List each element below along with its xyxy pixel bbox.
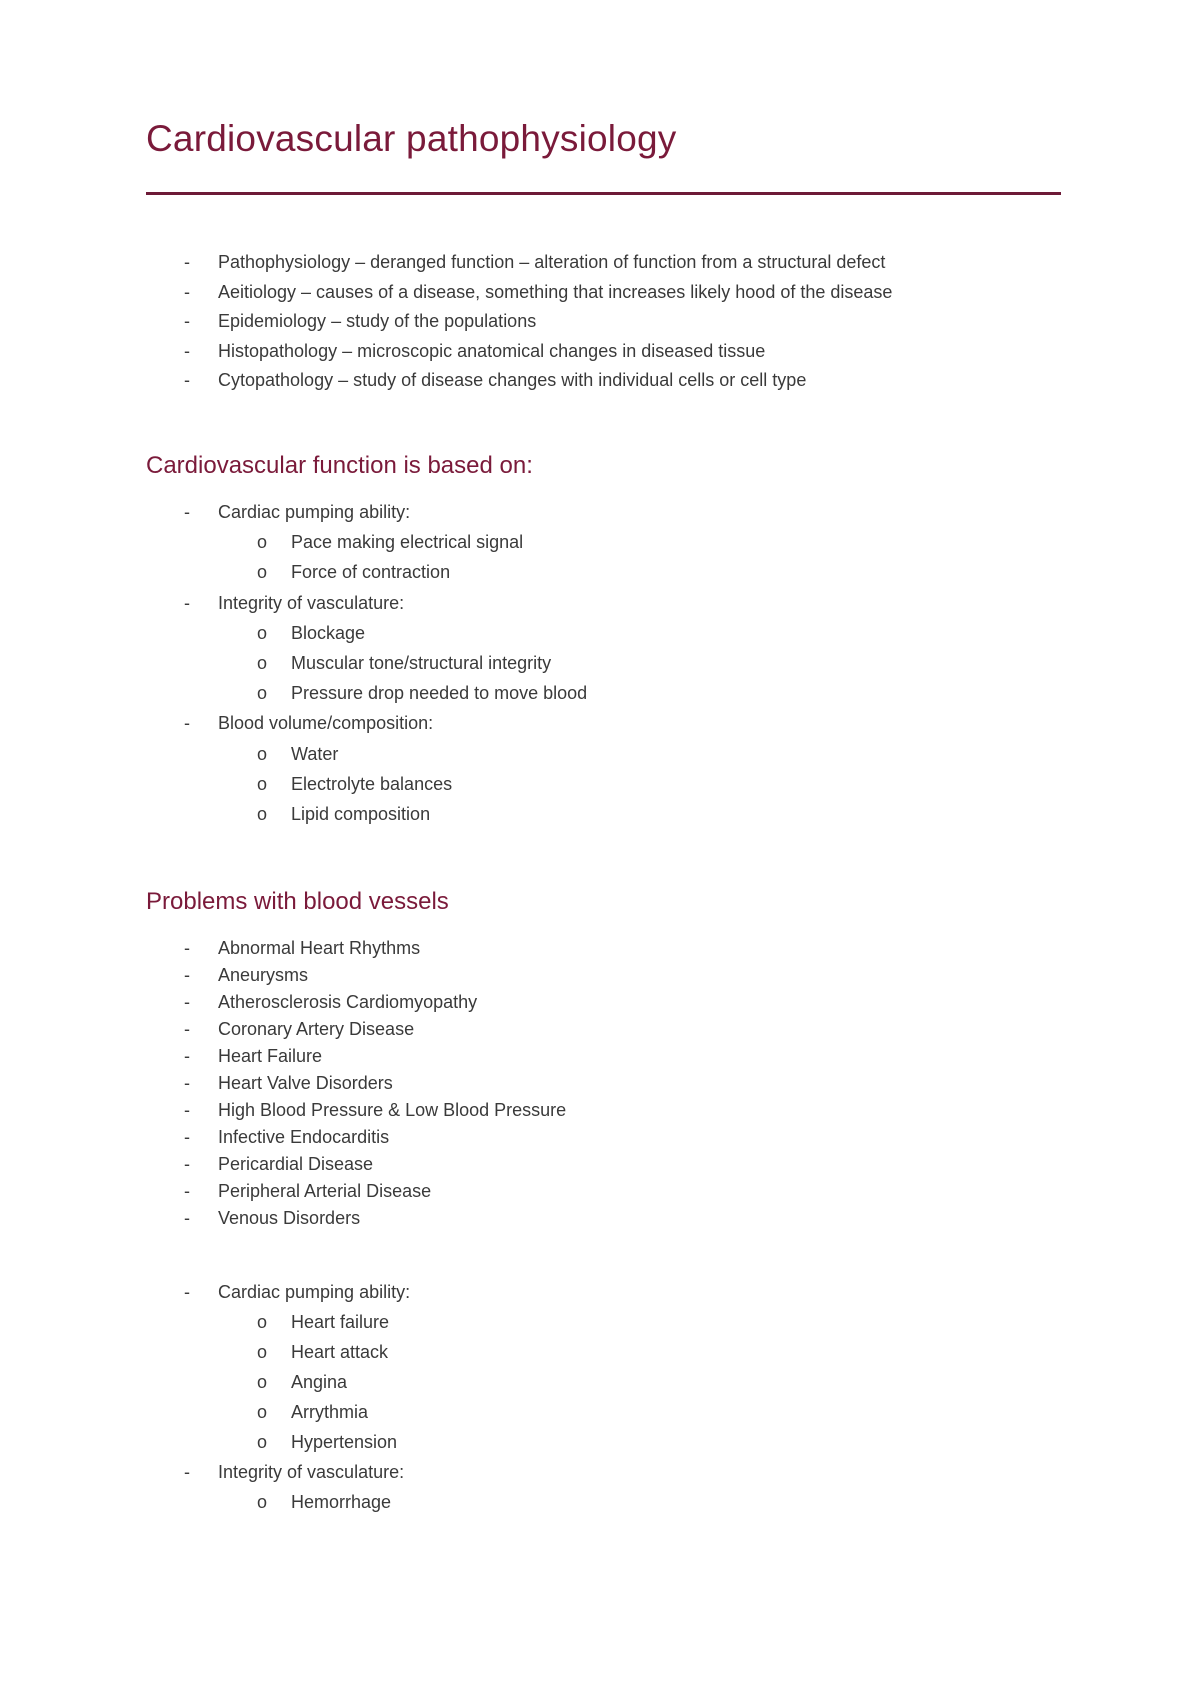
- circle-bullet-icon: o: [257, 653, 268, 673]
- list-item-text: Abnormal Heart Rhythms: [218, 938, 421, 958]
- dash-bullet-icon: -: [184, 1208, 190, 1228]
- dash-bullet-icon: -: [184, 1181, 190, 1201]
- list-item-text: Arrythmia: [291, 1402, 369, 1422]
- list-item: [146, 1208, 1066, 1235]
- list-item-text: Integrity of vasculature:: [218, 1462, 405, 1482]
- dash-bullet-icon: -: [184, 713, 190, 734]
- dash-bullet-icon: -: [184, 1462, 190, 1482]
- list-item-text: Muscular tone/structural integrity: [291, 653, 552, 673]
- sub-list-item: [146, 532, 1066, 562]
- list-item: [146, 1181, 1066, 1208]
- circle-bullet-icon: o: [257, 1432, 268, 1452]
- list-item: [146, 341, 1066, 371]
- list-item: [146, 502, 1066, 532]
- circle-bullet-icon: o: [257, 1342, 268, 1362]
- list-item-text: Heart Failure: [218, 1046, 323, 1066]
- list-item-text: Pathophysiology – deranged function – alteration of function from a structural defect: [218, 252, 886, 272]
- list-item-text: Pericardial Disease: [218, 1154, 374, 1174]
- dash-bullet-icon: -: [184, 1127, 190, 1147]
- dash-bullet-icon: -: [184, 965, 190, 985]
- dash-bullet-icon: -: [184, 1073, 190, 1093]
- dash-bullet-icon: -: [184, 311, 190, 332]
- list-item: [146, 992, 1066, 1019]
- list-item-text: Heart Valve Disorders: [218, 1073, 393, 1093]
- dash-bullet-icon: -: [184, 281, 190, 302]
- sub-list-item: [146, 804, 1066, 834]
- title-divider: [146, 192, 1061, 195]
- page-title: Cardiovascular pathophysiology: [146, 118, 677, 159]
- section-heading-problems: Problems with blood vessels: [146, 888, 449, 915]
- list-item-text: Pressure drop needed to move blood: [291, 683, 588, 704]
- dash-bullet-icon: -: [184, 370, 190, 391]
- sub-list-item: [146, 774, 1066, 804]
- list-item: [146, 1127, 1066, 1154]
- list-item-text: Coronary Artery Disease: [218, 1019, 415, 1039]
- list-item: [146, 965, 1066, 992]
- sub-list-item: [146, 1342, 1066, 1372]
- list-item: [146, 1019, 1066, 1046]
- list-item-text: Atherosclerosis Cardiomyopathy: [218, 992, 478, 1012]
- dash-bullet-icon: -: [184, 938, 190, 958]
- dash-bullet-icon: -: [184, 992, 190, 1012]
- circle-bullet-icon: o: [257, 804, 268, 824]
- dash-bullet-icon: -: [184, 1154, 190, 1174]
- circle-bullet-icon: o: [257, 683, 268, 704]
- sub-list-item: [146, 744, 1066, 774]
- list-item: [146, 311, 1066, 341]
- list-item-text: Integrity of vasculature:: [218, 592, 405, 613]
- dash-bullet-icon: -: [184, 340, 190, 361]
- list-item: [146, 282, 1066, 312]
- dash-bullet-icon: -: [184, 1282, 190, 1302]
- list-item: [146, 1154, 1066, 1181]
- dash-bullet-icon: -: [184, 1100, 190, 1120]
- list-item-text: Force of contraction: [291, 562, 451, 583]
- list-item-text: Epidemiology – study of the populations: [218, 311, 537, 332]
- circle-bullet-icon: o: [257, 743, 268, 764]
- sub-list-item: [146, 1312, 1066, 1342]
- list-item-text: Histopathology – microscopic anatomical changes in diseased tissue: [218, 340, 766, 361]
- list-item: [146, 1462, 1066, 1492]
- list-item: [146, 370, 1066, 400]
- circle-bullet-icon: o: [257, 562, 268, 583]
- list-item: [146, 593, 1066, 623]
- dash-bullet-icon: -: [184, 252, 190, 272]
- circle-bullet-icon: o: [257, 1312, 268, 1332]
- list-item-text: Hypertension: [291, 1432, 398, 1452]
- sub-list-item: [146, 562, 1066, 592]
- list-item: [146, 713, 1066, 743]
- sub-list-item: [146, 1372, 1066, 1402]
- sub-list-item: [146, 653, 1066, 683]
- list-item-text: High Blood Pressure & Low Blood Pressure: [218, 1100, 567, 1120]
- list-item-text: Pace making electrical signal: [291, 532, 524, 553]
- circle-bullet-icon: o: [257, 532, 268, 553]
- list-item-text: Peripheral Arterial Disease: [218, 1181, 432, 1201]
- list-item-text: Aeitiology – causes of a disease, something that increases likely hood of the disease: [218, 281, 893, 302]
- sub-list-item: [146, 1432, 1066, 1462]
- list-item-text: Cardiac pumping ability:: [218, 502, 411, 522]
- section-heading-function: Cardiovascular function is based on:: [146, 452, 533, 479]
- list-item-text: Hemorrhage: [291, 1492, 392, 1512]
- sub-list-item: [146, 1402, 1066, 1432]
- circle-bullet-icon: o: [257, 1372, 268, 1392]
- list-item-text: Blood volume/composition:: [218, 713, 434, 734]
- list-item: [146, 1100, 1066, 1127]
- list-item: [146, 252, 1066, 282]
- list-item-text: Angina: [291, 1372, 348, 1392]
- circle-bullet-icon: o: [257, 1402, 268, 1422]
- dash-bullet-icon: -: [184, 1019, 190, 1039]
- list-item-text: Aneurysms: [218, 965, 309, 985]
- list-item-text: Electrolyte balances: [291, 773, 453, 794]
- circle-bullet-icon: o: [257, 773, 268, 794]
- list-item-text: Heart failure: [291, 1312, 390, 1332]
- list-item-text: Cardiac pumping ability:: [218, 1282, 411, 1302]
- list-item: [146, 1282, 1066, 1312]
- sub-list-item: [146, 683, 1066, 713]
- list-item-text: Water: [291, 743, 339, 764]
- dash-bullet-icon: -: [184, 502, 190, 522]
- list-item: [146, 1046, 1066, 1073]
- sub-list-item: [146, 1492, 1066, 1522]
- list-item: [146, 1073, 1066, 1100]
- list-item-text: Lipid composition: [291, 804, 431, 824]
- dash-bullet-icon: -: [184, 592, 190, 613]
- list-item-text: Cytopathology – study of disease changes with individual cells or cell type: [218, 370, 807, 391]
- circle-bullet-icon: o: [257, 622, 268, 643]
- sub-list-item: [146, 623, 1066, 653]
- list-item-text: Blockage: [291, 622, 366, 643]
- list-item-text: Heart attack: [291, 1342, 389, 1362]
- list-item-text: Infective Endocarditis: [218, 1127, 390, 1147]
- circle-bullet-icon: o: [257, 1492, 268, 1512]
- list-item: [146, 938, 1066, 965]
- dash-bullet-icon: -: [184, 1046, 190, 1066]
- list-item-text: Venous Disorders: [218, 1208, 361, 1228]
